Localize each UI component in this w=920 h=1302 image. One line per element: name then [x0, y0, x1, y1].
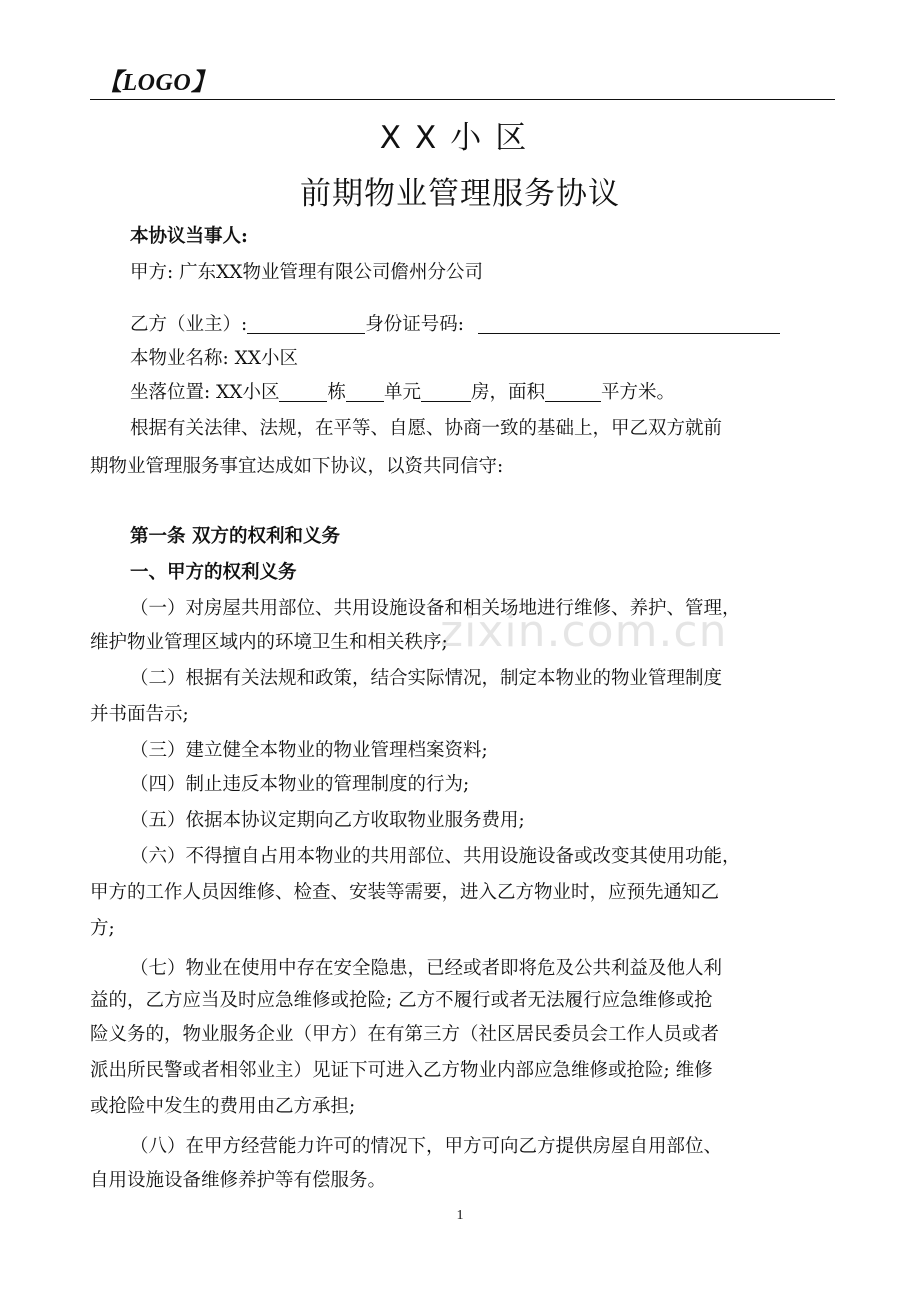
item-8-line-1: （八）在甲方经营能力许可的情况下，甲方可向乙方提供房屋自用部位、	[130, 1136, 723, 1157]
unit-label: 单元	[383, 382, 421, 403]
article-1-subheading: 一、甲方的权利义务	[130, 562, 297, 583]
item-6-line-3: 方;	[90, 918, 115, 939]
item-6-line-2: 甲方的工作人员因维修、检查、安装等需要，进入乙方物业时，应预先通知乙	[90, 882, 720, 903]
logo: 【LOGO】	[98, 70, 216, 96]
area-unit-label: 平方米。	[601, 382, 676, 403]
room-blank	[421, 381, 471, 402]
item-8-line-2: 自用设施设备维修养护等有偿服务。	[90, 1170, 387, 1191]
location-line	[130, 378, 675, 404]
area-blank	[545, 381, 601, 402]
item-1-line-2: 维护物业管理区域内的环境卫生和相关秩序;	[90, 632, 448, 653]
property-name: 本物业名称: XX小区	[130, 348, 298, 369]
intro-line-1: 根据有关法律、法规，在平等、自愿、协商一致的基础上，甲乙双方就前	[130, 418, 723, 439]
id-number-label: 身份证号码:	[365, 314, 464, 335]
item-7-line-1: （七）物业在使用中存在安全隐患，已经或者即将危及公共利益及他人利	[130, 958, 723, 979]
article-1-heading: 第一条 双方的权利和义务	[130, 526, 340, 547]
location-prefix: 坐落位置: XX小区	[130, 382, 280, 403]
item-7-line-5: 或抢险中发生的费用由乙方承担;	[90, 1096, 356, 1117]
item-7-line-2: 益的，乙方应当及时应急维修或抢险; 乙方不履行或者无法履行应急维修或抢	[90, 990, 713, 1011]
document-title-community: XX小区	[379, 120, 541, 156]
item-6-line-1: （六）不得擅自占用本物业的共用部位、共用设施设备或改变其使用功能，	[130, 846, 741, 867]
watermark: zixin.com.cn	[440, 606, 728, 657]
party-b-label: 乙方（业主）:	[130, 314, 248, 335]
building-blank	[279, 381, 327, 402]
party-b-name-blank	[247, 313, 365, 334]
unit-blank	[346, 381, 384, 402]
item-7-line-3: 险义务的，物业服务企业（甲方）在有第三方（社区居民委员会工作人员或者	[90, 1024, 720, 1045]
building-label: 栋	[327, 382, 346, 403]
party-b-line	[130, 310, 780, 336]
item-4: （四）制止违反本物业的管理制度的行为;	[130, 774, 470, 795]
item-1-line-1: （一）对房屋共用部位、共用设施设备和相关场地进行维修、养护、管理，	[130, 598, 741, 619]
page-number: 1	[456, 1208, 464, 1223]
room-label: 房，面积	[471, 382, 546, 403]
item-2-line-1: （二）根据有关法规和政策，结合实际情况，制定本物业的物业管理制度	[130, 668, 723, 689]
intro-line-2: 期物业管理服务事宜达成如下协议，以资共同信守:	[90, 456, 504, 477]
header-divider	[90, 99, 835, 100]
party-a: 甲方: 广东XX物业管理有限公司儋州分公司	[130, 262, 483, 283]
item-5: （五）依据本协议定期向乙方收取物业服务费用;	[130, 810, 525, 831]
id-number-blank	[478, 313, 780, 334]
document-title-agreement: 前期物业管理服务协议	[300, 176, 620, 212]
parties-heading: 本协议当事人:	[130, 226, 248, 247]
item-7-line-4: 派出所民警或者相邻业主）见证下可进入乙方物业内部应急维修或抢险; 维修	[90, 1060, 713, 1081]
item-2-line-2: 并书面告示;	[90, 704, 189, 725]
item-3: （三）建立健全本物业的物业管理档案资料;	[130, 740, 488, 761]
